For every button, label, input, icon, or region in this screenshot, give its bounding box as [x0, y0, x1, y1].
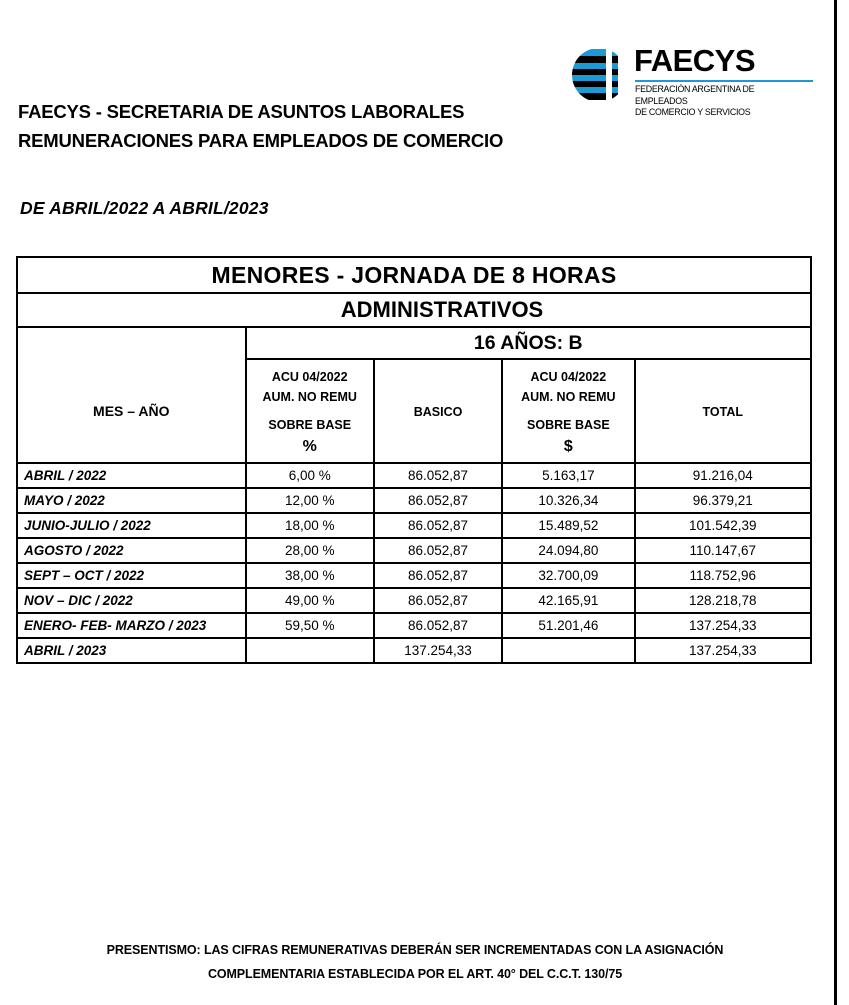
- table-body: [17, 463, 811, 663]
- basico-label: BASICO: [413, 405, 463, 419]
- logo-subtitle: [635, 84, 808, 119]
- cell-total: 137.254,33: [635, 613, 811, 638]
- cell-basico: 86.052,87: [374, 463, 502, 488]
- acu-pesos-line4: $: [563, 438, 573, 455]
- acu-pesos-line3: SOBRE BASE: [527, 418, 610, 432]
- age-label-cell: 16 AÑOS: B: [246, 327, 811, 359]
- footnote-line1: PRESENTISMO: LAS CIFRAS REMUNERATIVAS DEBERÁN SER INCREMENTADAS CON LA ASIGNACIÓN: [106, 943, 724, 957]
- cell-total: 101.542,39: [635, 513, 811, 538]
- cell-acu: 10.326,34: [502, 488, 634, 513]
- band-title-cell: MENORES - JORNADA DE 8 HORAS: [17, 257, 811, 293]
- logo-subtitle-line2: DE COMERCIO Y SERVICIOS: [635, 107, 751, 118]
- table-row: [17, 638, 811, 663]
- faecys-logo: [566, 43, 816, 118]
- faecys-globe-icon: [566, 46, 628, 104]
- cell-mes: ABRIL / 2022: [17, 463, 246, 488]
- table-row: [17, 513, 811, 538]
- page-right-border: [834, 0, 837, 1005]
- cell-basico: 86.052,87: [374, 538, 502, 563]
- cell-total: 128.218,78: [635, 588, 811, 613]
- cell-total: 118.752,96: [635, 563, 811, 588]
- age-row-blank-cell: [17, 327, 246, 359]
- table-row: [17, 563, 811, 588]
- total-label: TOTAL: [702, 405, 744, 419]
- cell-mes: SEPT – OCT / 2022: [17, 563, 246, 588]
- footnote-line2: COMPLEMENTARIA ESTABLECIDA POR EL ART. 40° DEL C.C.T. 130/75: [207, 967, 623, 981]
- column-header-acu-pesos: [502, 359, 634, 463]
- cell-pct: 49,00 %: [246, 588, 374, 613]
- table-row: [17, 538, 811, 563]
- logo-wordmark: FAECYS: [634, 43, 756, 78]
- cell-acu: 15.489,52: [502, 513, 634, 538]
- table-row: [17, 488, 811, 513]
- table-row: [17, 463, 811, 488]
- cell-mes: MAYO / 2022: [17, 488, 246, 513]
- column-header-mes-anio: MES – AÑO: [17, 359, 246, 463]
- cell-acu: 24.094,80: [502, 538, 634, 563]
- footnote: [0, 938, 830, 986]
- cell-basico: 86.052,87: [374, 613, 502, 638]
- cell-mes: NOV – DIC / 2022: [17, 588, 246, 613]
- cell-basico: 86.052,87: [374, 563, 502, 588]
- page-title: [18, 97, 503, 155]
- cell-pct: 28,00 %: [246, 538, 374, 563]
- cell-mes: ABRIL / 2023: [17, 638, 246, 663]
- page-title-line2: REMUNERACIONES PARA EMPLEADOS DE COMERCIO: [18, 130, 504, 151]
- cell-acu: 51.201,46: [502, 613, 634, 638]
- cell-total: 137.254,33: [635, 638, 811, 663]
- cell-acu: [502, 638, 634, 663]
- cell-basico: 86.052,87: [374, 488, 502, 513]
- acu-pct-line2: AUM. NO REMU: [262, 390, 357, 404]
- acu-pesos-line2: AUM. NO REMU: [521, 390, 616, 404]
- cell-mes: ENERO- FEB- MARZO / 2023: [17, 613, 246, 638]
- cell-acu: 5.163,17: [502, 463, 634, 488]
- page-title-line1: FAECYS - SECRETARIA DE ASUNTOS LABORALES: [18, 101, 465, 122]
- band-subtitle-cell: ADMINISTRATIVOS: [17, 293, 811, 327]
- acu-pct-line1: ACU 04/2022: [271, 370, 348, 384]
- cell-acu: 42.165,91: [502, 588, 634, 613]
- acu-pct-line4: %: [302, 438, 317, 455]
- logo-subtitle-line1: FEDERACIÓN ARGENTINA DE EMPLEADOS: [635, 84, 755, 107]
- cell-basico: 86.052,87: [374, 513, 502, 538]
- cell-pct: 38,00 %: [246, 563, 374, 588]
- acu-pesos-line1: ACU 04/2022: [530, 370, 607, 384]
- cell-basico: 137.254,33: [374, 638, 502, 663]
- column-header-basico: [374, 359, 502, 463]
- acu-pct-line3: SOBRE BASE: [268, 418, 352, 432]
- cell-pct: 12,00 %: [246, 488, 374, 513]
- table-age-row: [17, 327, 811, 359]
- wage-table: [16, 256, 812, 664]
- cell-mes: AGOSTO / 2022: [17, 538, 246, 563]
- table-header-row: [17, 359, 811, 463]
- column-header-total: [635, 359, 811, 463]
- cell-acu: 32.700,09: [502, 563, 634, 588]
- period-label: DE ABRIL/2022 A ABRIL/2023: [20, 198, 269, 218]
- cell-total: 110.147,67: [635, 538, 811, 563]
- column-header-acu-porcentaje: [246, 359, 374, 463]
- table-row: [17, 613, 811, 638]
- cell-total: 96.379,21: [635, 488, 811, 513]
- cell-mes: JUNIO-JULIO / 2022: [17, 513, 246, 538]
- cell-pct: [246, 638, 374, 663]
- cell-pct: 59,50 %: [246, 613, 374, 638]
- table-band-title-row: [17, 257, 811, 293]
- logo-divider: [635, 80, 813, 82]
- table-band-subtitle-row: [17, 293, 811, 327]
- cell-pct: 18,00 %: [246, 513, 374, 538]
- table-row: [17, 588, 811, 613]
- cell-basico: 86.052,87: [374, 588, 502, 613]
- cell-total: 91.216,04: [635, 463, 811, 488]
- cell-pct: 6,00 %: [246, 463, 374, 488]
